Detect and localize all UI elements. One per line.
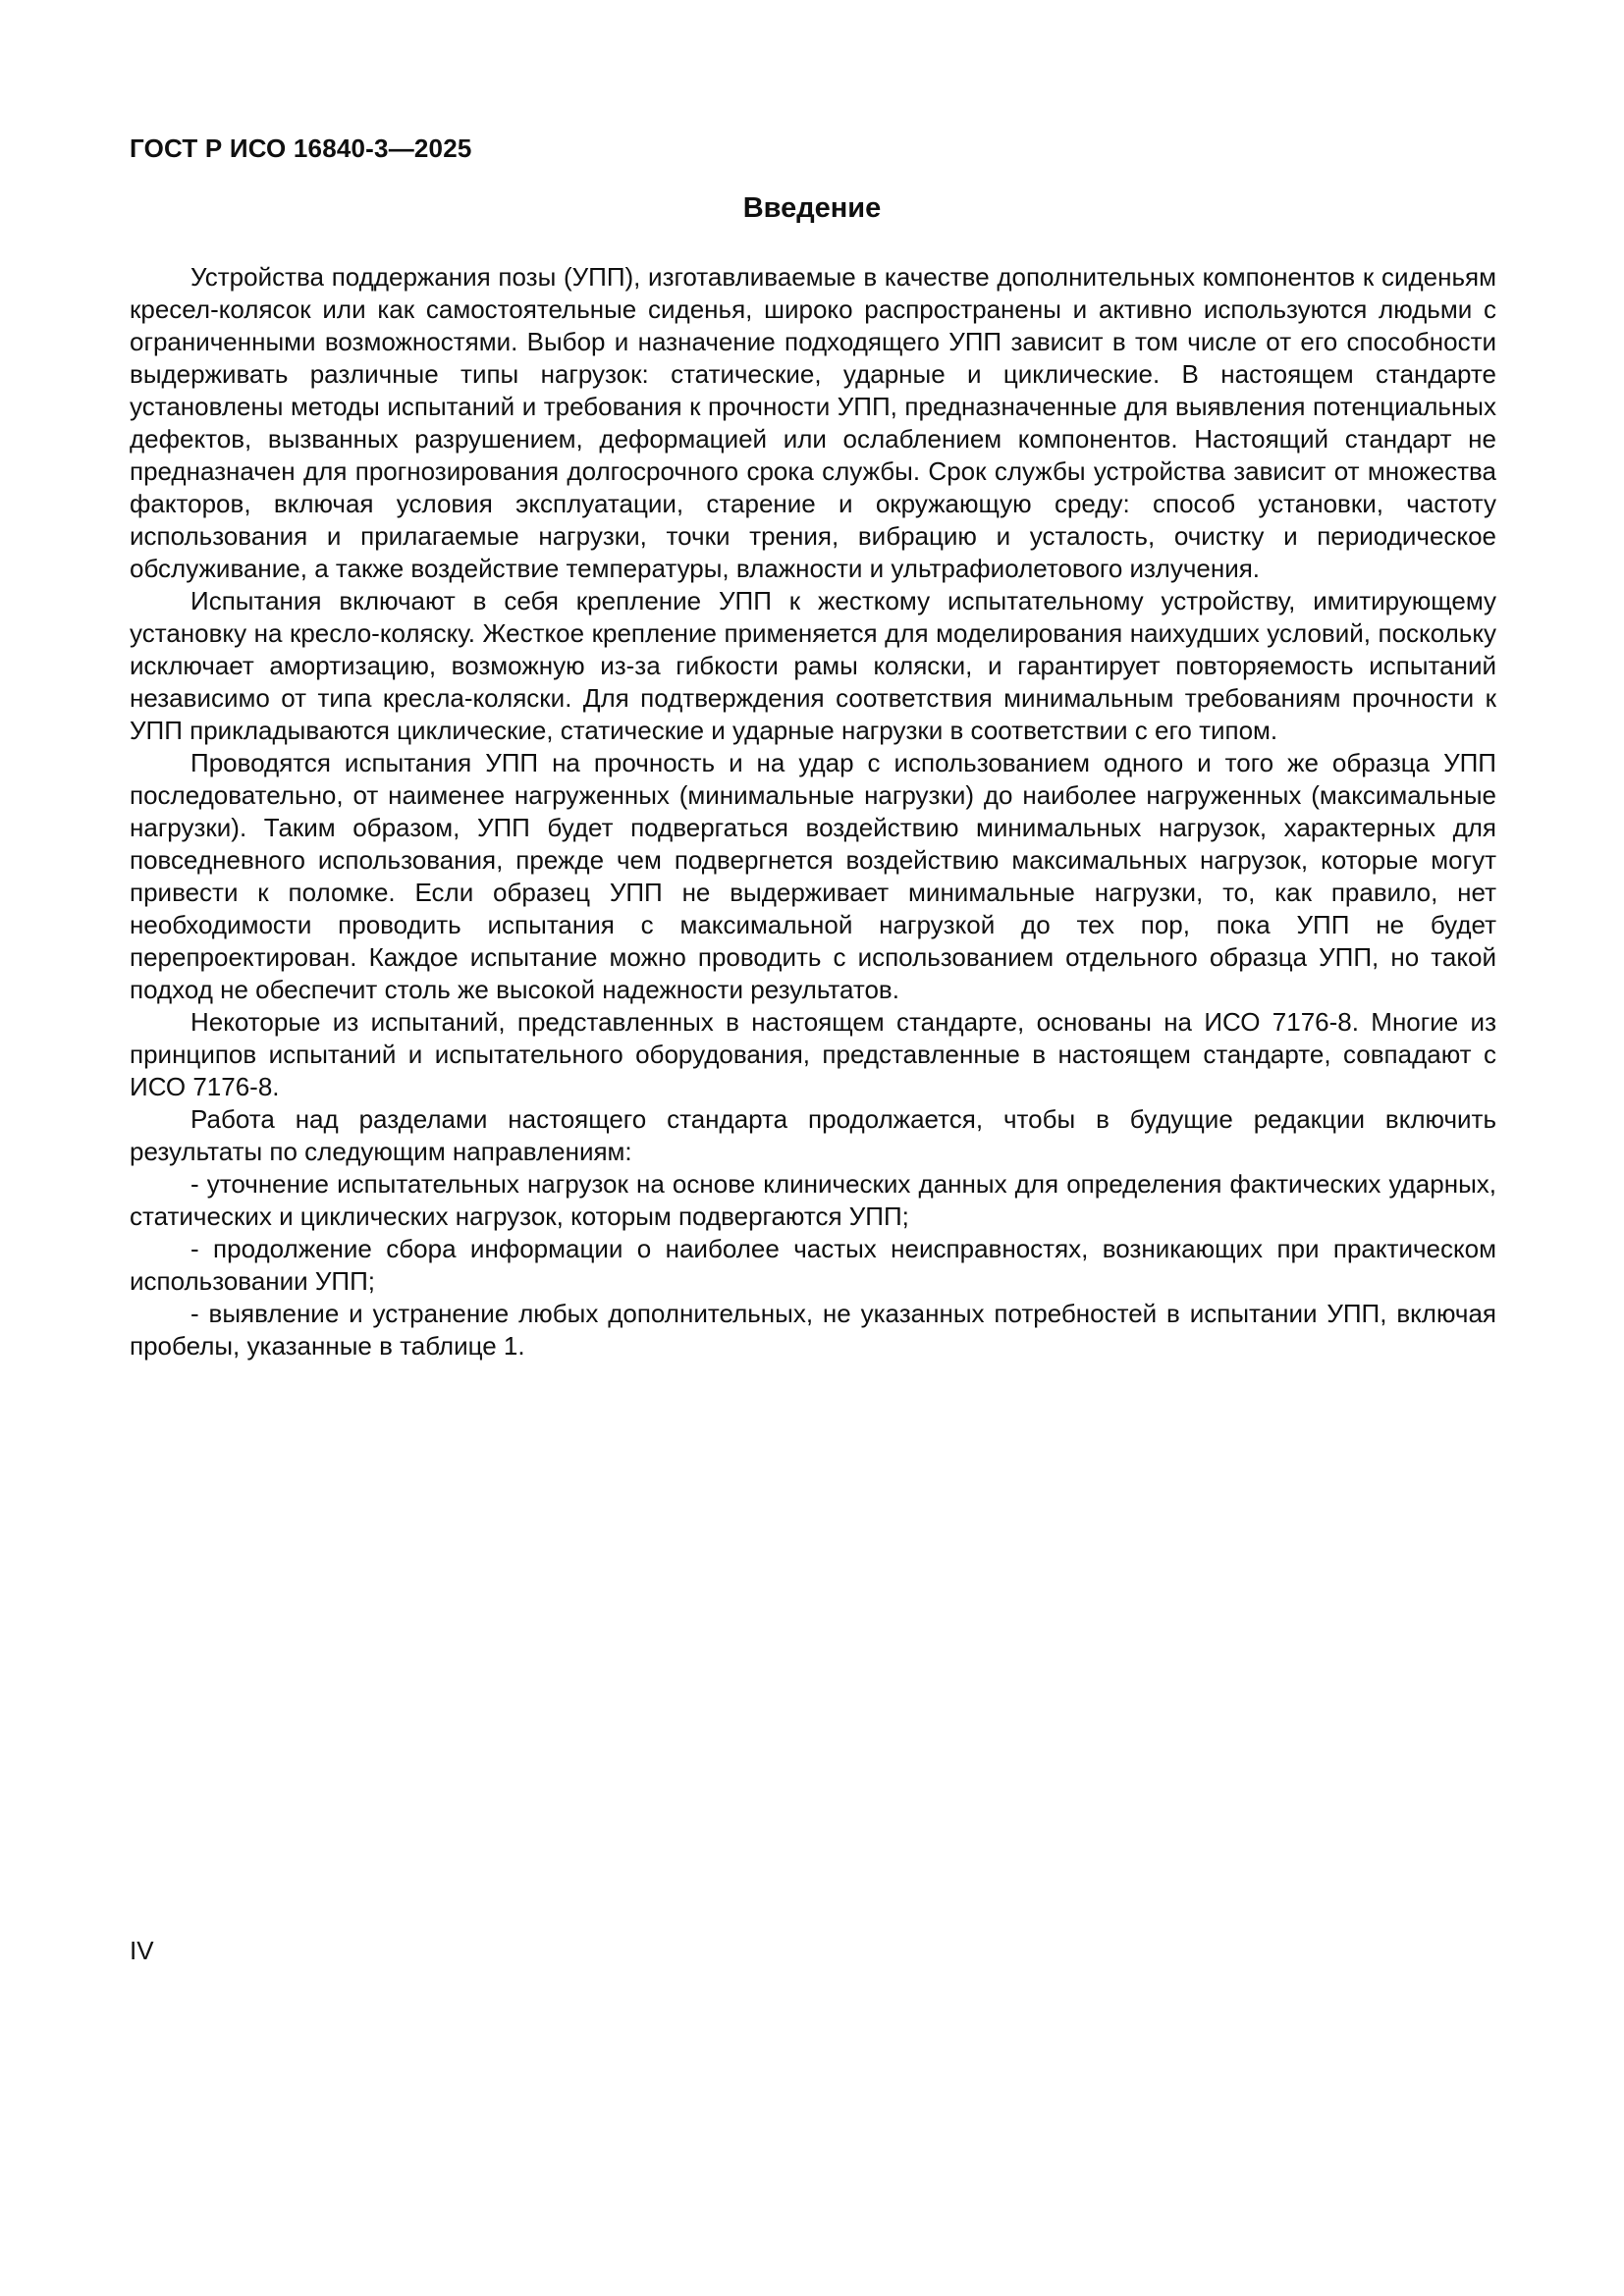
section-title: Введение [742, 192, 882, 224]
body-paragraph: Устройства поддержания позы (УПП), изготавливаемые в качестве дополнительных компонентов к сиденьям кресел-колясок или как самостоятельные сиденья, широко распространены и активно используются людьми с ограниченными возможностями. Выбор и назначение подходящего УПП зависит в том числе от его способности выдерживать различные типы нагрузок: статические, ударные и циклические. В настоящем стандарте установлены методы испытаний и требования к прочности УПП, предназначенные для выявления потенциальных дефектов, вызванных разрушением, деформацией или ослаблением компонентов. Настоящий стандарт не предназначен для прогнозирования долгосрочного срока службы. Срок службы устройства зависит от множества факторов, включая условия эксплуатации, старение и окружающую среду: способ установки, частоту использования и прилагаемые нагрузки, точки трения, вибрацию и усталость, очистку и периодическое обслуживание, а также воздействие температуры, влажности и ультрафиолетового излучения. [130, 262, 1496, 583]
body-list-item: - уточнение испытательных нагрузок на основе клинических данных для определения фактических ударных, статических и циклических нагрузок, которым подвергаются УПП; [130, 1169, 1496, 1231]
body-list-item: - продолжение сбора информации о наиболее частых неисправностях, возникающих при практическом использовании УПП; [130, 1234, 1496, 1296]
page-number: IV [130, 1936, 154, 1965]
body-paragraph: Работа над разделами настоящего стандарта продолжается, чтобы в будущие редакции включить результаты по следующим направлениям: [130, 1104, 1496, 1166]
body-paragraph: Испытания включают в себя крепление УПП к жесткому испытательному устройству, имитирующему установку на кресло-коляску. Жесткое крепление применяется для моделирования наихудших условий, поскольку исключает амортизацию, возможную из-за гибкости рамы коляски, и гарантирует повторяемость испытаний независимо от типа кресла-коляски. Для подтверждения соответствия минимальным требованиям прочности к УПП прикладываются циклические, статические и ударные нагрузки в соответствии с его типом. [130, 586, 1496, 745]
document-body [130, 261, 1496, 1362]
document-number-header: ГОСТ Р ИСО 16840-3—2025 [130, 133, 472, 163]
body-list-item: - выявление и устранение любых дополнительных, не указанных потребностей в испытании УПП, включая пробелы, указанные в таблице 1. [130, 1299, 1496, 1361]
body-paragraph: Проводятся испытания УПП на прочность и на удар с использованием одного и того же образца УПП последовательно, от наименее нагруженных (минимальные нагрузки) до наиболее нагруженных (максимальные нагрузки). Таким образом, УПП будет подвергаться воздействию минимальных нагрузок, характерных для повседневного использования, прежде чем подвергнется воздействию максимальных нагрузок, которые могут привести к поломке. Если образец УПП не выдерживает минимальные нагрузки, то, как правило, нет необходимости проводить испытания с максимальной нагрузкой до тех пор, пока УПП не будет перепроектирован. Каждое испытание можно проводить с использованием отдельного образца УПП, но такой подход не обеспечит столь же высокой надежности результатов. [130, 748, 1496, 1004]
body-paragraph: Некоторые из испытаний, представленных в настоящем стандарте, основаны на ИСО 7176-8. Многие из принципов испытаний и испытательного оборудования, представленные в настоящем стандарте, совпадают с ИСО 7176-8. [130, 1007, 1496, 1101]
